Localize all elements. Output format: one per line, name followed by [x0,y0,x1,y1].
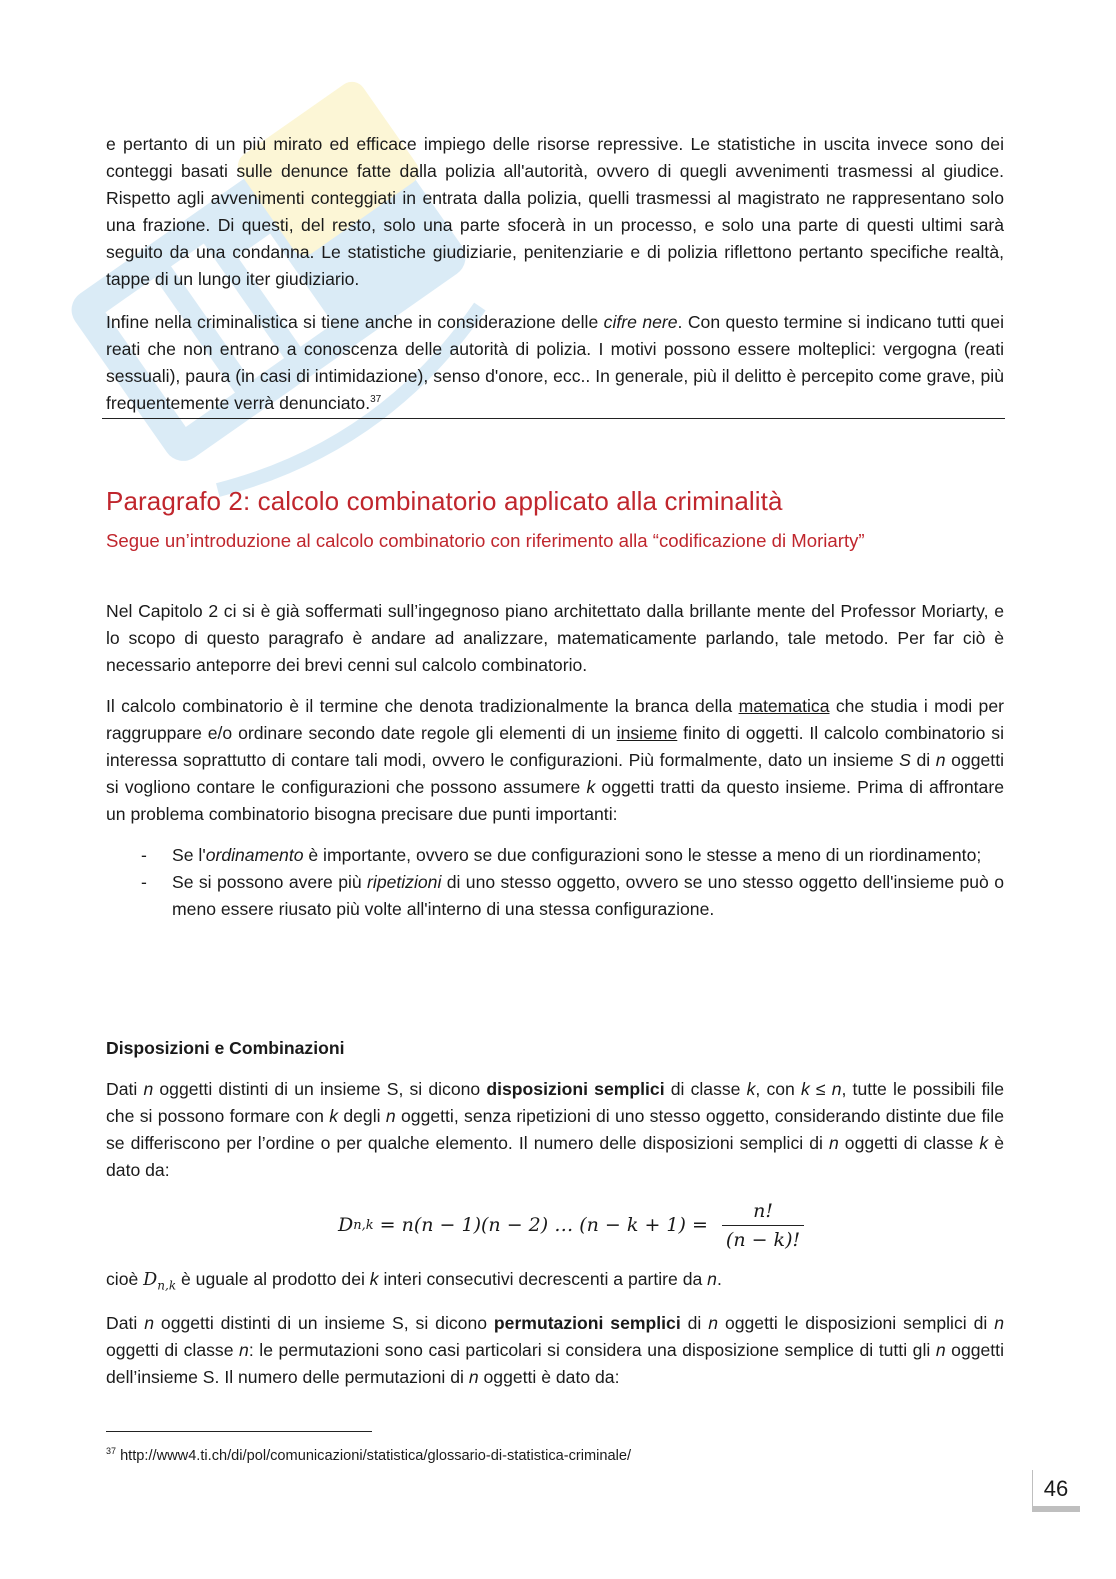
link-insieme[interactable]: insieme [616,723,678,743]
text-run: cioè [106,1269,144,1289]
math-var: n [935,1340,946,1360]
text-run: di classe [664,1079,747,1099]
fraction-denominator: (n − k)! [722,1225,804,1251]
math-var: k [369,1269,379,1289]
text-run: degli [338,1106,386,1126]
section-title: Paragrafo 2: calcolo combinatorio applicato alla criminalità [106,486,783,516]
paragraph-moriarty: Nel Capitolo 2 ci si è già soffermati sull’ingegnoso piano architettato dalla brillante mente del Professor Moriarty, e lo scopo di questo paragrafo è andare ad analizzare, matematicamente parlando, tale metodo. Per far ciò è necessario anteporre dei brevi cenni sul calcolo combinatorio. [106,601,1004,675]
footnote-number: 37 [106,1446,117,1456]
math-var: n [143,1079,154,1099]
text-run: . [716,1269,722,1289]
math-var: n [708,1313,719,1333]
text-run: oggetti di classe [106,1340,240,1360]
permutations-definition [106,1310,1004,1391]
text-run: oggetti tratti da questo insieme. Prima di affrontare un problema combinatorio bisogna precisare due punti importanti: [106,777,1004,824]
intro-text [106,131,1004,417]
math-sub: n,k [157,1278,177,1293]
math-var: D [143,1270,158,1290]
text-run: oggetti distinti di un insieme S, si dicono [153,1079,487,1099]
math-var: n [144,1313,154,1333]
text-run: Dati [106,1079,144,1099]
emphasis-cifre-nere: cifre nere [603,312,678,332]
text-run: Se l' [172,845,206,865]
text-run: oggetti si vogliono contare le configurazioni che possono assumere [106,750,1004,797]
formula-rhs: = n(n − 1)(n − 2) … (n − k + 1) = [373,1214,714,1236]
emphasis: ordinamento [205,845,304,865]
bullet-dash: - [141,845,147,865]
formula-lhs: D [338,1214,354,1236]
intro-paragraph-1: e pertanto di un più mirato ed efficace impiego delle risorse repressive. Le statistiche in uscita invece sono dei conteggi basati sulle denunce fatte dalla polizia all'autorità, ovvero di quegli avvenimenti trasmessi al giudice. Rispetto agli avvenimenti conteggiati in entrata dalla polizia, quelli trasmessi al magistrato ne rappresentano solo una frazione. Di questi, del resto, solo una parte sfocerà in un processo, e solo una parte di questi ultimi sarà seguito da una condanna. Le statistiche giudiziarie, penitenziarie e di polizia riflettono pertanto specifiche realtà, tappe di un lungo iter giudiziario. [106,134,1004,289]
subsection-title: Disposizioni e Combinazioni [106,1038,345,1058]
list-item [106,869,1004,923]
text-run: , con [755,1079,801,1099]
text-run: Il calcolo combinatorio è il termine che denota tradizionalmente la branca della [106,696,739,716]
text-run: è importante, ovvero se due configurazioni sono le stesse a meno di un riordinamento; [303,845,982,865]
list-item [106,842,1004,869]
text-run: oggetti di classe [838,1133,980,1153]
section-divider [102,418,1005,419]
fraction-numerator: n! [753,1199,773,1222]
text-run: oggetti le disposizioni semplici di [718,1313,995,1333]
text-run: di uno stesso oggetto, ovvero se uno stesso oggetto dell'insieme può o meno essere riusato più volte all'interno di una stessa configurazione. [172,872,1004,919]
page-number: 46 [1043,1476,1069,1501]
text-run: . Con questo termine si indicano tutti quei reati che non entrano a conoscenza delle autorità di polizia. I motivi possono essere molteplici: vergogna (reati sessuali), paura (in casi di intimidazione), senso d'onore, ecc.. In generale, più il delitto è percepito come grave, più frequentemente verrà denunciato. [106,312,1004,413]
text-run: oggetti dell’insieme S. Il numero delle permutazioni di [106,1340,1004,1387]
footnote-37 [106,1440,631,1467]
text-run: finito di oggetti. Il calcolo combinatorio si interessa soprattutto di contare tali modi, ovvero le configurazioni. Più formalmente, dato un insieme [106,723,1004,770]
footnote-url[interactable]: http://www4.ti.ch/di/pol/comunicazioni/statistica/glossario-di-statistica-criminale/ [116,1447,632,1464]
text-run: di [910,750,936,770]
text-run: oggetti è dato da: [478,1367,620,1387]
text-run: Infine nella criminalistica si tiene anche in considerazione delle [106,312,604,332]
math-var: n [385,1106,396,1126]
paragraph-dispositions [106,1076,1004,1184]
text-run: Dati [106,1313,145,1333]
formula-explanation [106,1266,1004,1300]
text-run: di [680,1313,709,1333]
math-var: n [707,1269,717,1289]
paragraph-definition [106,693,1004,828]
math-condition: k ≤ n [800,1079,842,1099]
paragraph-permutations [106,1310,1004,1391]
math-var: S [899,750,911,770]
text-run: è uguale al prodotto dei [176,1269,370,1289]
text-run: : le permutazioni sono casi particolari si considera una disposizione semplice di tutti gli [248,1340,936,1360]
bullet-dash: - [141,872,147,892]
combinatorics-intro [106,598,1004,923]
footnote-separator [106,1431,372,1432]
link-matematica[interactable]: matematica [738,696,830,716]
text-run: oggetti, senza ripetizioni di uno stesso oggetto, considerando distinte due file se differiscono per l’ordine o per qualche elemento. Il numero delle disposizioni semplici di [106,1106,1005,1153]
math-var: k [586,777,596,797]
footnote-ref-37[interactable]: 37 [370,394,382,406]
math-var: n [239,1340,249,1360]
formula-lhs-sub: n,k [353,1217,374,1233]
emphasis: ripetizioni [367,872,442,892]
math-var: n [994,1313,1004,1333]
intro-paragraph-2 [106,309,1004,417]
math-var: n [935,750,946,770]
formula-fraction [722,1200,804,1251]
math-var: n [468,1367,479,1387]
term-disposizioni-semplici: disposizioni semplici [486,1079,665,1099]
text-run: , tutte le possibili file che si possono formare con [106,1079,1005,1126]
section-subtitle: Segue un’introduzione al calcolo combinatorio con riferimento alla “codificazione di Moriarty” [106,530,865,551]
text-run: interi consecutivi decrescenti a partire da [378,1269,708,1289]
paragraph-explanation [106,1266,1004,1300]
text-run: Se si possono avere più [172,872,368,892]
math-var: k [979,1133,989,1153]
math-var: n [828,1133,839,1153]
bullet-list [106,842,1004,923]
math-var: k [329,1106,339,1126]
page-number-bar [1032,1506,1080,1512]
math-var: k [746,1079,756,1099]
dispositions-formula [338,1193,804,1257]
text-run: che studia i modi per raggruppare e/o ordinare secondo date regole gli elementi di un [106,696,1004,743]
term-permutazioni-semplici: permutazioni semplici [493,1313,681,1333]
text-run: oggetti distinti di un insieme S, si dicono [154,1313,494,1333]
dispositions-definition [106,1076,1004,1184]
text-run: è dato da: [106,1133,1004,1180]
